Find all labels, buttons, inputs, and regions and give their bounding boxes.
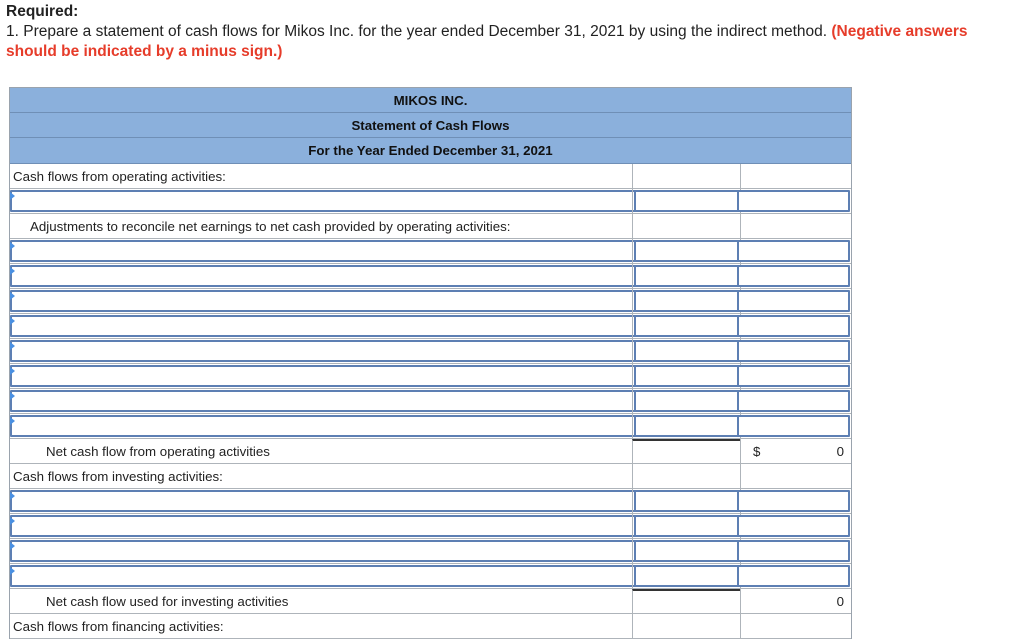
dropdown-arrow-icon <box>10 492 15 500</box>
investing-total-label: Net cash flow used for investing activities <box>46 593 289 609</box>
adjustment-amount-input[interactable] <box>634 415 739 437</box>
investing-amount-input[interactable] <box>634 565 739 587</box>
investing-amount-input[interactable] <box>634 540 739 562</box>
dropdown-arrow-icon <box>10 242 15 250</box>
investing-input-row <box>10 564 851 589</box>
dropdown-arrow-icon <box>10 367 15 375</box>
financing-header-row <box>10 614 851 639</box>
instructions <box>6 2 1016 62</box>
adjustments-label-row <box>10 214 851 239</box>
operating-amount-input[interactable] <box>634 190 739 212</box>
cash-flow-statement <box>9 87 852 639</box>
adjustment-input-row <box>10 414 851 439</box>
dropdown-arrow-icon <box>10 567 15 575</box>
adjustment-amount-input[interactable] <box>634 240 739 262</box>
company-name: MIKOS INC. <box>10 87 851 113</box>
adjustment-amount-input[interactable] <box>634 365 739 387</box>
adjustment-input-row <box>10 339 851 364</box>
dropdown-arrow-icon <box>10 317 15 325</box>
dropdown-arrow-icon <box>10 392 15 400</box>
investing-amount-input[interactable] <box>634 490 739 512</box>
adjustment-amount-input[interactable] <box>634 390 739 412</box>
dropdown-arrow-icon <box>10 542 15 550</box>
operating-total-value: 0 <box>836 443 844 459</box>
investing-input-row <box>10 539 851 564</box>
investing-total-row <box>10 589 851 614</box>
operating-total-row <box>10 439 851 464</box>
adjustment-input-row <box>10 239 851 264</box>
investing-header-row <box>10 464 851 489</box>
operating-header-row <box>10 164 851 189</box>
adjustment-input-row <box>10 389 851 414</box>
adjustment-input-row <box>10 289 851 314</box>
adjustment-amount-input[interactable] <box>634 315 739 337</box>
negative-note: (Negative answers should be indicated by a minus sign.) <box>6 23 968 60</box>
instruction-body: 1. Prepare a statement of cash flows for Mikos Inc. for the year ended December 31, 2021 by using the indirect method. <box>6 23 832 40</box>
adjustment-input-row <box>10 264 851 289</box>
investing-total-value: 0 <box>836 593 844 609</box>
financing-label: Cash flows from financing activities: <box>13 618 224 634</box>
currency-symbol: $ <box>753 443 761 459</box>
dropdown-arrow-icon <box>10 417 15 425</box>
dropdown-arrow-icon <box>10 292 15 300</box>
dropdown-arrow-icon <box>10 342 15 350</box>
instruction-text <box>6 22 1016 62</box>
required-heading: Required: <box>6 3 79 20</box>
investing-label: Cash flows from investing activities: <box>13 468 223 484</box>
adjustment-input-row <box>10 314 851 339</box>
statement-title: Statement of Cash Flows <box>10 113 851 138</box>
dropdown-arrow-icon <box>10 192 15 200</box>
adjustment-amount-input[interactable] <box>634 265 739 287</box>
adjustment-input-row <box>10 364 851 389</box>
dropdown-arrow-icon <box>10 267 15 275</box>
operating-label: Cash flows from operating activities: <box>13 168 226 184</box>
investing-input-row <box>10 514 851 539</box>
adjustment-amount-input[interactable] <box>634 340 739 362</box>
adjustments-label: Adjustments to reconcile net earnings to net cash provided by operating activities: <box>30 218 511 234</box>
operating-total-label: Net cash flow from operating activities <box>46 443 270 459</box>
investing-amount-input[interactable] <box>634 515 739 537</box>
adjustment-amount-input[interactable] <box>634 290 739 312</box>
statement-period: For the Year Ended December 31, 2021 <box>10 138 851 164</box>
operating-input-row <box>10 189 851 214</box>
dropdown-arrow-icon <box>10 517 15 525</box>
investing-input-row <box>10 489 851 514</box>
